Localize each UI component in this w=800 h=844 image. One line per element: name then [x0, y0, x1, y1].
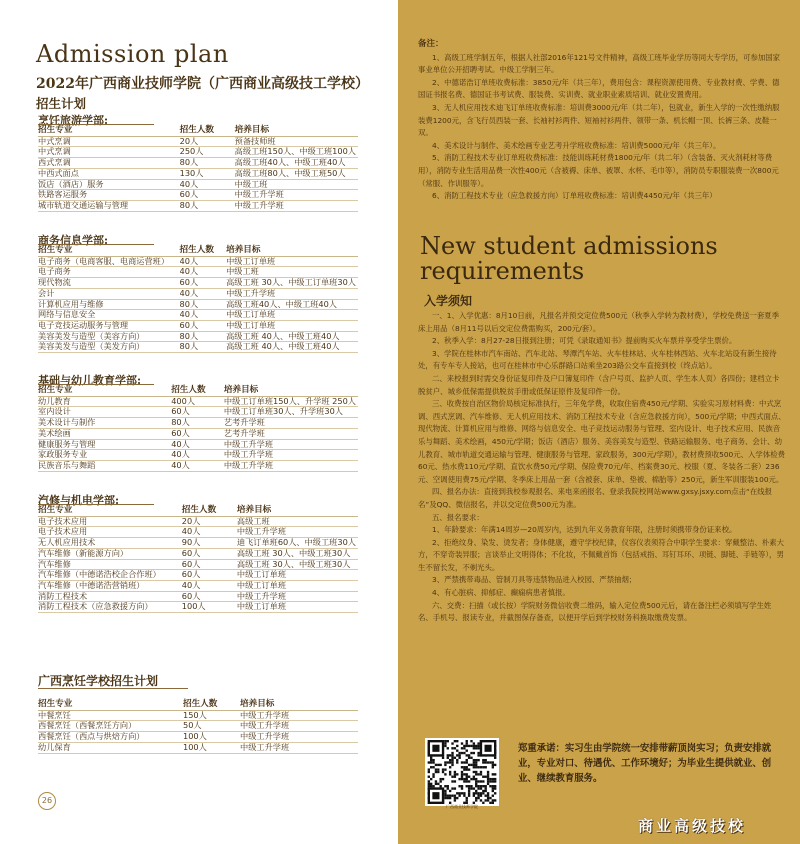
table-cell: 高级工班 40人、中级工班40人 — [226, 342, 358, 353]
column-header: 培养目标 — [226, 246, 358, 256]
table-cell: 60人 — [182, 570, 237, 581]
column-header: 招生专业 — [38, 246, 180, 256]
table-cell: 西餐烹饪（西餐烹饪方向） — [38, 721, 183, 732]
table-row — [38, 278, 358, 289]
column-header: 招生人数 — [183, 700, 240, 710]
table-cell: 铁路客运服务 — [38, 190, 180, 201]
requirement-item: 五、报名要求： — [432, 512, 484, 522]
table-cell: 60人 — [180, 278, 227, 289]
table-cell: 80人 — [180, 299, 227, 310]
table-cell: 60人 — [180, 190, 235, 201]
table-cell: 高级工班 40人、中级工班40人 — [226, 331, 358, 342]
table-cell: 美容美发与造型（美容方向） — [38, 331, 180, 342]
table-cell: 40人 — [180, 256, 227, 267]
table-cell: 幼儿保育 — [38, 742, 183, 753]
notes-title: 备注： — [418, 39, 444, 49]
table-cell: 中级工升学班 — [235, 190, 358, 201]
section-heading: 商务信息学部: — [38, 234, 109, 247]
requirement-item: 1、年龄要求：年满14周岁—20周岁内，达到九年义务教育年限，注册时须携带身份证来校。 — [432, 525, 737, 535]
requirements-title-line2: requirements — [420, 257, 585, 285]
table-header-row — [38, 506, 358, 516]
table-cell: 电子商务（电商客服、电商运营班） — [38, 256, 180, 267]
notes-list — [418, 52, 786, 203]
requirement-item: 4、有心脏病、抑郁症、癫痫病患者慎报。 — [432, 588, 570, 598]
table-row — [38, 580, 358, 591]
table-cell: 中级工升学班 — [224, 439, 358, 450]
column-header: 招生专业 — [38, 386, 171, 396]
table-cell: 高级工班40人、中级工班40人 — [235, 158, 358, 169]
section-heading: 基础与幼儿教育学部: — [38, 374, 142, 387]
table-row — [38, 516, 358, 527]
table-cell: 中级工升学班 — [235, 200, 358, 211]
table-cell: 60人 — [182, 591, 237, 602]
table-cell: 消防工程技术 — [38, 591, 182, 602]
table-cell: 饭店（酒店）服务 — [38, 179, 180, 190]
table-cell: 60人 — [180, 320, 227, 331]
table-cell: 40人 — [180, 310, 227, 321]
requirement-item: 3、学院在桂林市汽车南站、汽车北站、琴潭汽车站、火车桂林站、火车桂林西站、火车北站设有新生接待处，有专车专人接站，也可在桂林市中心乐群路口站乘坐203路公交车直接到校（终点站）。 — [418, 348, 777, 371]
table-cell: 网络与信息安全 — [38, 310, 180, 321]
table-cell: 美术设计与制作 — [38, 418, 171, 429]
table-row — [38, 190, 358, 201]
table-row — [38, 256, 358, 267]
table-cell: 电子竞技运动服务与管理 — [38, 320, 180, 331]
table-cell: 40人 — [171, 439, 224, 450]
table-cell: 40人 — [180, 179, 235, 190]
table-row — [38, 136, 358, 147]
table-row — [38, 396, 358, 407]
table-cell: 中式烹调 — [38, 136, 180, 147]
table-header-row — [38, 386, 358, 396]
note-item: 2、中德诺浩订单班收费标准：3850元/年（共三年），费用包含：课程资源使用费、专业教材费、学费、德国证书报名费、德国证书考试费、服装费、实训费、就业职业素质培训、就业安置费用。 — [418, 77, 780, 100]
table-cell: 80人 — [171, 418, 224, 429]
table-cell: 汽车维修（中德诺浩营销班） — [38, 580, 182, 591]
column-header: 招生专业 — [38, 700, 183, 710]
requirement-item: 一、1、入学优惠：8月10日前，凡报名并预交定位费500元（秋季入学转为教材费），学校免费送一套夏季床上用品（8月11号以后交定位费需购买，200元/套）。 — [418, 311, 780, 333]
table-cell: 中级工升学班 — [237, 527, 358, 538]
table-cell: 20人 — [182, 516, 237, 527]
table-cell: 150人 — [183, 710, 240, 721]
table-cell: 60人 — [171, 407, 224, 418]
table-cell: 中西式面点 — [38, 168, 180, 179]
table-cell: 50人 — [183, 721, 240, 732]
requirements-title-en — [420, 234, 718, 284]
title-en: Admission plan — [36, 40, 229, 68]
column-header: 培养目标 — [224, 386, 358, 396]
table-cell: 中级工升学班 — [240, 742, 358, 753]
table-cell: 迪飞订单班60人、中级工班30人 — [237, 538, 358, 549]
table-cell: 中级工订单班30人、升学班30人 — [224, 407, 358, 418]
table-cell: 20人 — [180, 136, 235, 147]
table-row — [38, 288, 358, 299]
column-header: 招生人数 — [182, 506, 237, 516]
table-row — [38, 591, 358, 602]
table-cell: 60人 — [182, 559, 237, 570]
table-cell: 西餐烹饪（西点与烘焙方向） — [38, 732, 183, 743]
table-cell: 中级工订单班150人、升学班 250人 — [224, 396, 358, 407]
table-cell: 民族音乐与舞蹈 — [38, 460, 171, 471]
table-cell: 会计 — [38, 288, 180, 299]
column-header: 招生专业 — [38, 506, 182, 516]
table-cell: 汽车维修 — [38, 559, 182, 570]
table-cell: 中级工订单班 — [226, 310, 358, 321]
table-row — [38, 559, 358, 570]
column-header: 培养目标 — [240, 700, 358, 710]
requirements-title-line1: New student admissions — [420, 232, 718, 260]
table-row — [38, 200, 358, 211]
table-cell: 家政服务专业 — [38, 450, 171, 461]
note-item: 5、消防工程技术专业订单班收费标准：技能训练耗材费1800元/年（共二年）（含装备、灭火剂耗材等费用），消防专业生活用品费一次性400元（含被褥、床单、被罩、水杯、毛巾等），消防员专职服装费一次800元（常服、作训服等）。 — [418, 153, 779, 188]
section-divider — [38, 688, 188, 689]
section-heading: 烹饪旅游学部: — [38, 114, 109, 127]
table-row — [38, 158, 358, 169]
table-cell: 西式烹调 — [38, 158, 180, 169]
table-cell: 幼儿教育 — [38, 396, 171, 407]
table-cell: 健康服务与管理 — [38, 439, 171, 450]
table-row — [38, 407, 358, 418]
table-cell: 40人 — [180, 267, 227, 278]
note-item: 3、无人机应用技术迪飞订单班收费标准：培训费3000元/年（共二年），包就业，新生入学的一次性缴纳服装费1200元，含飞行员西装一套、长袖衬衫两件、短袖衬衫两件、领带一条、机长帽一顶、长裤三条、皮鞋一双。 — [418, 102, 780, 138]
table-cell: 中级工升学班 — [224, 460, 358, 471]
table-row — [38, 602, 358, 613]
table-row — [38, 460, 358, 471]
table-row — [38, 742, 358, 753]
table-cell: 高级工班 30人、中级工订单班30人 — [226, 278, 358, 289]
admission-plan-panel — [0, 0, 398, 844]
table-row — [38, 147, 358, 158]
column-header: 培养目标 — [237, 506, 358, 516]
table-cell: 中级工升学班 — [226, 288, 358, 299]
table-cell: 100人 — [182, 602, 237, 613]
table-row — [38, 439, 358, 450]
table-cell: 40人 — [182, 580, 237, 591]
table-cell: 高级工班 30人、中级工班30人 — [237, 559, 358, 570]
requirement-item: 四、报名办法：直接到我校参观报名、来电来函报名、登录我院校网站www.gxsy.jsxy.com点击“在线报名”及QQ、微信报名，并以交定位费500元为准。 — [418, 487, 773, 509]
table-cell: 高级工班 30人、中级工班30人 — [237, 548, 358, 559]
table-cell: 中级工订单班 — [226, 320, 358, 331]
table-cell: 中级工班 — [235, 179, 358, 190]
table-row — [38, 320, 358, 331]
plan-table-auto — [38, 506, 358, 613]
table-row — [38, 548, 358, 559]
table-row — [38, 428, 358, 439]
column-header: 招生人数 — [171, 386, 224, 396]
table-row — [38, 310, 358, 321]
table-cell: 中级工升学班 — [224, 450, 358, 461]
table-cell: 中级工升学班 — [240, 732, 358, 743]
table-cell: 高级工班80人、中级工班50人 — [235, 168, 358, 179]
requirements-title-cn: 入学须知 — [424, 294, 473, 308]
table-row — [38, 570, 358, 581]
table-cell: 高级工班40人、中级工班40人 — [226, 299, 358, 310]
table-cell: 130人 — [180, 168, 235, 179]
promise-text: 郑重承诺：实习生由学院统一安排带薪顶岗实习；负责安排就业，专业对口、待遇优、工作环境好；为毕业生提供就业、创业、继续教育服务。 — [518, 743, 772, 784]
column-header: 招生专业 — [38, 126, 180, 136]
table-cell: 艺考升学班 — [224, 428, 358, 439]
table-cell: 电子技术应用 — [38, 516, 182, 527]
title-subtitle: 招生计划 — [36, 96, 87, 111]
table-cell: 中级工订单班 — [237, 602, 358, 613]
table-cell: 中级工订单班 — [237, 570, 358, 581]
page-number: 26 — [38, 792, 56, 810]
table-cell: 中级工升学班 — [240, 710, 358, 721]
table-row — [38, 342, 358, 353]
table-row — [38, 331, 358, 342]
table-cell: 中级工订单班 — [226, 256, 358, 267]
table-row — [38, 267, 358, 278]
table-row — [38, 527, 358, 538]
table-cell: 250人 — [180, 147, 235, 158]
note-item: 4、美术设计与制作、美术绘画专业艺考升学班收费标准：培训费5000元/年（共三年）。 — [432, 140, 721, 150]
table-cell: 40人 — [182, 527, 237, 538]
table-cell: 城市轨道交通运输与管理 — [38, 200, 180, 211]
table-cell: 美术绘画 — [38, 428, 171, 439]
table-cell: 汽车维修（中德诺浩校企合作班） — [38, 570, 182, 581]
table-cell: 中级工升学班 — [237, 591, 358, 602]
table-cell: 消防工程技术（应急救援方向） — [38, 602, 182, 613]
table-row — [38, 710, 358, 721]
requirement-item: 2、拒绝纹身、染发、烫发者；身体健康，遵守学校纪律，仪容仪表须符合中职学生要求：穿戴整洁、朴素大方，不穿奇装异服；言谈举止文明得体；不化妆，不佩戴首饰（包括戒指、耳钉耳环、项链、脚链、手链等），男生不留长发，不剃光头。 — [418, 537, 785, 572]
notes-block — [418, 38, 786, 203]
qr-code-icon[interactable] — [425, 738, 499, 806]
qr-caption: 广西商业技师学院 — [446, 804, 478, 809]
table-cell: 40人 — [171, 450, 224, 461]
requirement-item: 二、来校报到时需交身份证复印件及户口簿复印件（含户号页、监护人页、学生本人页）各四份；建档立卡脱贫户、城乡低保需提供脱贫手册或低保证原件及复印件一份。 — [418, 373, 780, 396]
table-cell: 60人 — [182, 548, 237, 559]
section-heading: 汽修与机电学部: — [38, 494, 120, 507]
note-item: 1、高级工班学制五年，根据人社部2016年121号文件精神，高级工班毕业学历等同大专学历，可参加国家事业单位公开招聘考试。中级工学制三年。 — [418, 52, 781, 75]
table-cell: 100人 — [183, 732, 240, 743]
table-cell: 中式烹调 — [38, 147, 180, 158]
table-row — [38, 450, 358, 461]
table-header-row — [38, 700, 358, 710]
slogan: 商业高级技校 — [638, 817, 747, 835]
table-cell: 无人机应用技术 — [38, 538, 182, 549]
table-cell: 40人 — [180, 288, 227, 299]
table-cell: 400人 — [171, 396, 224, 407]
plan-table-cooking-school — [38, 700, 358, 754]
requirement-item: 三、收费按自治区物价局核定标准执行，三年免学费，收取住宿费450元/学期、实验实习原材料费：中式烹调、西式烹调、汽车维修、无人机应用技术、消防工程技术专业（含应急救援方向），500元/学期；中西式面点、现代物流、计算机应用与维修、网络与信息安全、电子竞技运动服务与管理、室内设计、电子技术应用、民族音乐与舞蹈、美术绘画，450元/学期；饭店（酒店）服务、美容美发与造型、铁路运输服务、电子商务、会计、幼儿教育、城市轨道交通运输与管理、健康服务与管理、家政服务，300元/学期），教材费预收500元、入学体检费60元、热水费110元/学期、直饮水费50元/学期、保险费70元/年、档案费30元、校服（夏、冬装各二套）236元、空调使用费75元/学期、冬季床上用品一套（含被套、床单、垫被、棉胎等）250元，新生军训服装100元。 — [418, 399, 786, 484]
column-header: 招生人数 — [180, 126, 235, 136]
note-item: 6、消防工程技术专业（应急救援方向）订单班收费标准：培训费4450元/年（共三年） — [432, 191, 717, 201]
column-header: 招生人数 — [180, 246, 227, 256]
table-cell: 中级工订单班 — [237, 580, 358, 591]
table-cell: 100人 — [183, 742, 240, 753]
plan-table-education — [38, 386, 358, 472]
table-row — [38, 168, 358, 179]
requirement-item: 3、严禁携带毒品、管制刀具等违禁物品进入校园、严禁抽烟； — [432, 575, 637, 585]
table-cell: 美容美发与造型（美发方向） — [38, 342, 180, 353]
table-cell: 计算机应用与维修 — [38, 299, 180, 310]
table-cell: 预备技师班 — [235, 136, 358, 147]
table-cell: 艺考升学班 — [224, 418, 358, 429]
table-cell: 现代物流 — [38, 278, 180, 289]
table-cell: 80人 — [180, 331, 227, 342]
table-header-row — [38, 246, 358, 256]
table-cell: 中餐烹饪 — [38, 710, 183, 721]
table-row — [38, 418, 358, 429]
table-row — [38, 721, 358, 732]
requirement-item: 2、秋季入学：8月27-28日报到注册；可凭《录取通知书》提前购买火车票并享受学生票价。 — [432, 336, 737, 346]
school-plan-title: 广西烹饪学校招生计划 — [38, 674, 159, 688]
table-row — [38, 179, 358, 190]
title-cn: 2022年广西商业技师学院（广西商业高级技工学校） — [36, 76, 369, 92]
requirements-list — [418, 310, 786, 625]
table-cell: 汽车维修（新能源方向） — [38, 548, 182, 559]
plan-table-cooking — [38, 126, 358, 212]
table-cell: 60人 — [171, 428, 224, 439]
table-row — [38, 538, 358, 549]
table-cell: 40人 — [171, 460, 224, 471]
qr-code-graphic — [427, 740, 497, 804]
table-cell: 90人 — [182, 538, 237, 549]
table-cell: 80人 — [180, 342, 227, 353]
table-cell: 中级工升学班 — [240, 721, 358, 732]
table-cell: 80人 — [180, 200, 235, 211]
table-cell: 电子技术应用 — [38, 527, 182, 538]
requirement-item: 六、交费：扫描（或长按）学院财务微信收费二维码，输入定位费500元后，请在备注栏必须填写学生姓名、手机号、报读专业，并截图保存备查，以便开学后到学校财务科换取缴费发票。 — [418, 600, 772, 623]
table-cell: 中级工班 — [226, 267, 358, 278]
table-cell: 80人 — [180, 158, 235, 169]
table-cell: 高级工班150人、中级工班100人 — [235, 147, 358, 158]
table-cell: 电子商务 — [38, 267, 180, 278]
plan-table-business — [38, 246, 358, 353]
table-row — [38, 732, 358, 743]
table-cell: 室内设计 — [38, 407, 171, 418]
table-row — [38, 299, 358, 310]
table-header-row — [38, 126, 358, 136]
table-cell: 高级工班 — [237, 516, 358, 527]
column-header: 培养目标 — [235, 126, 358, 136]
